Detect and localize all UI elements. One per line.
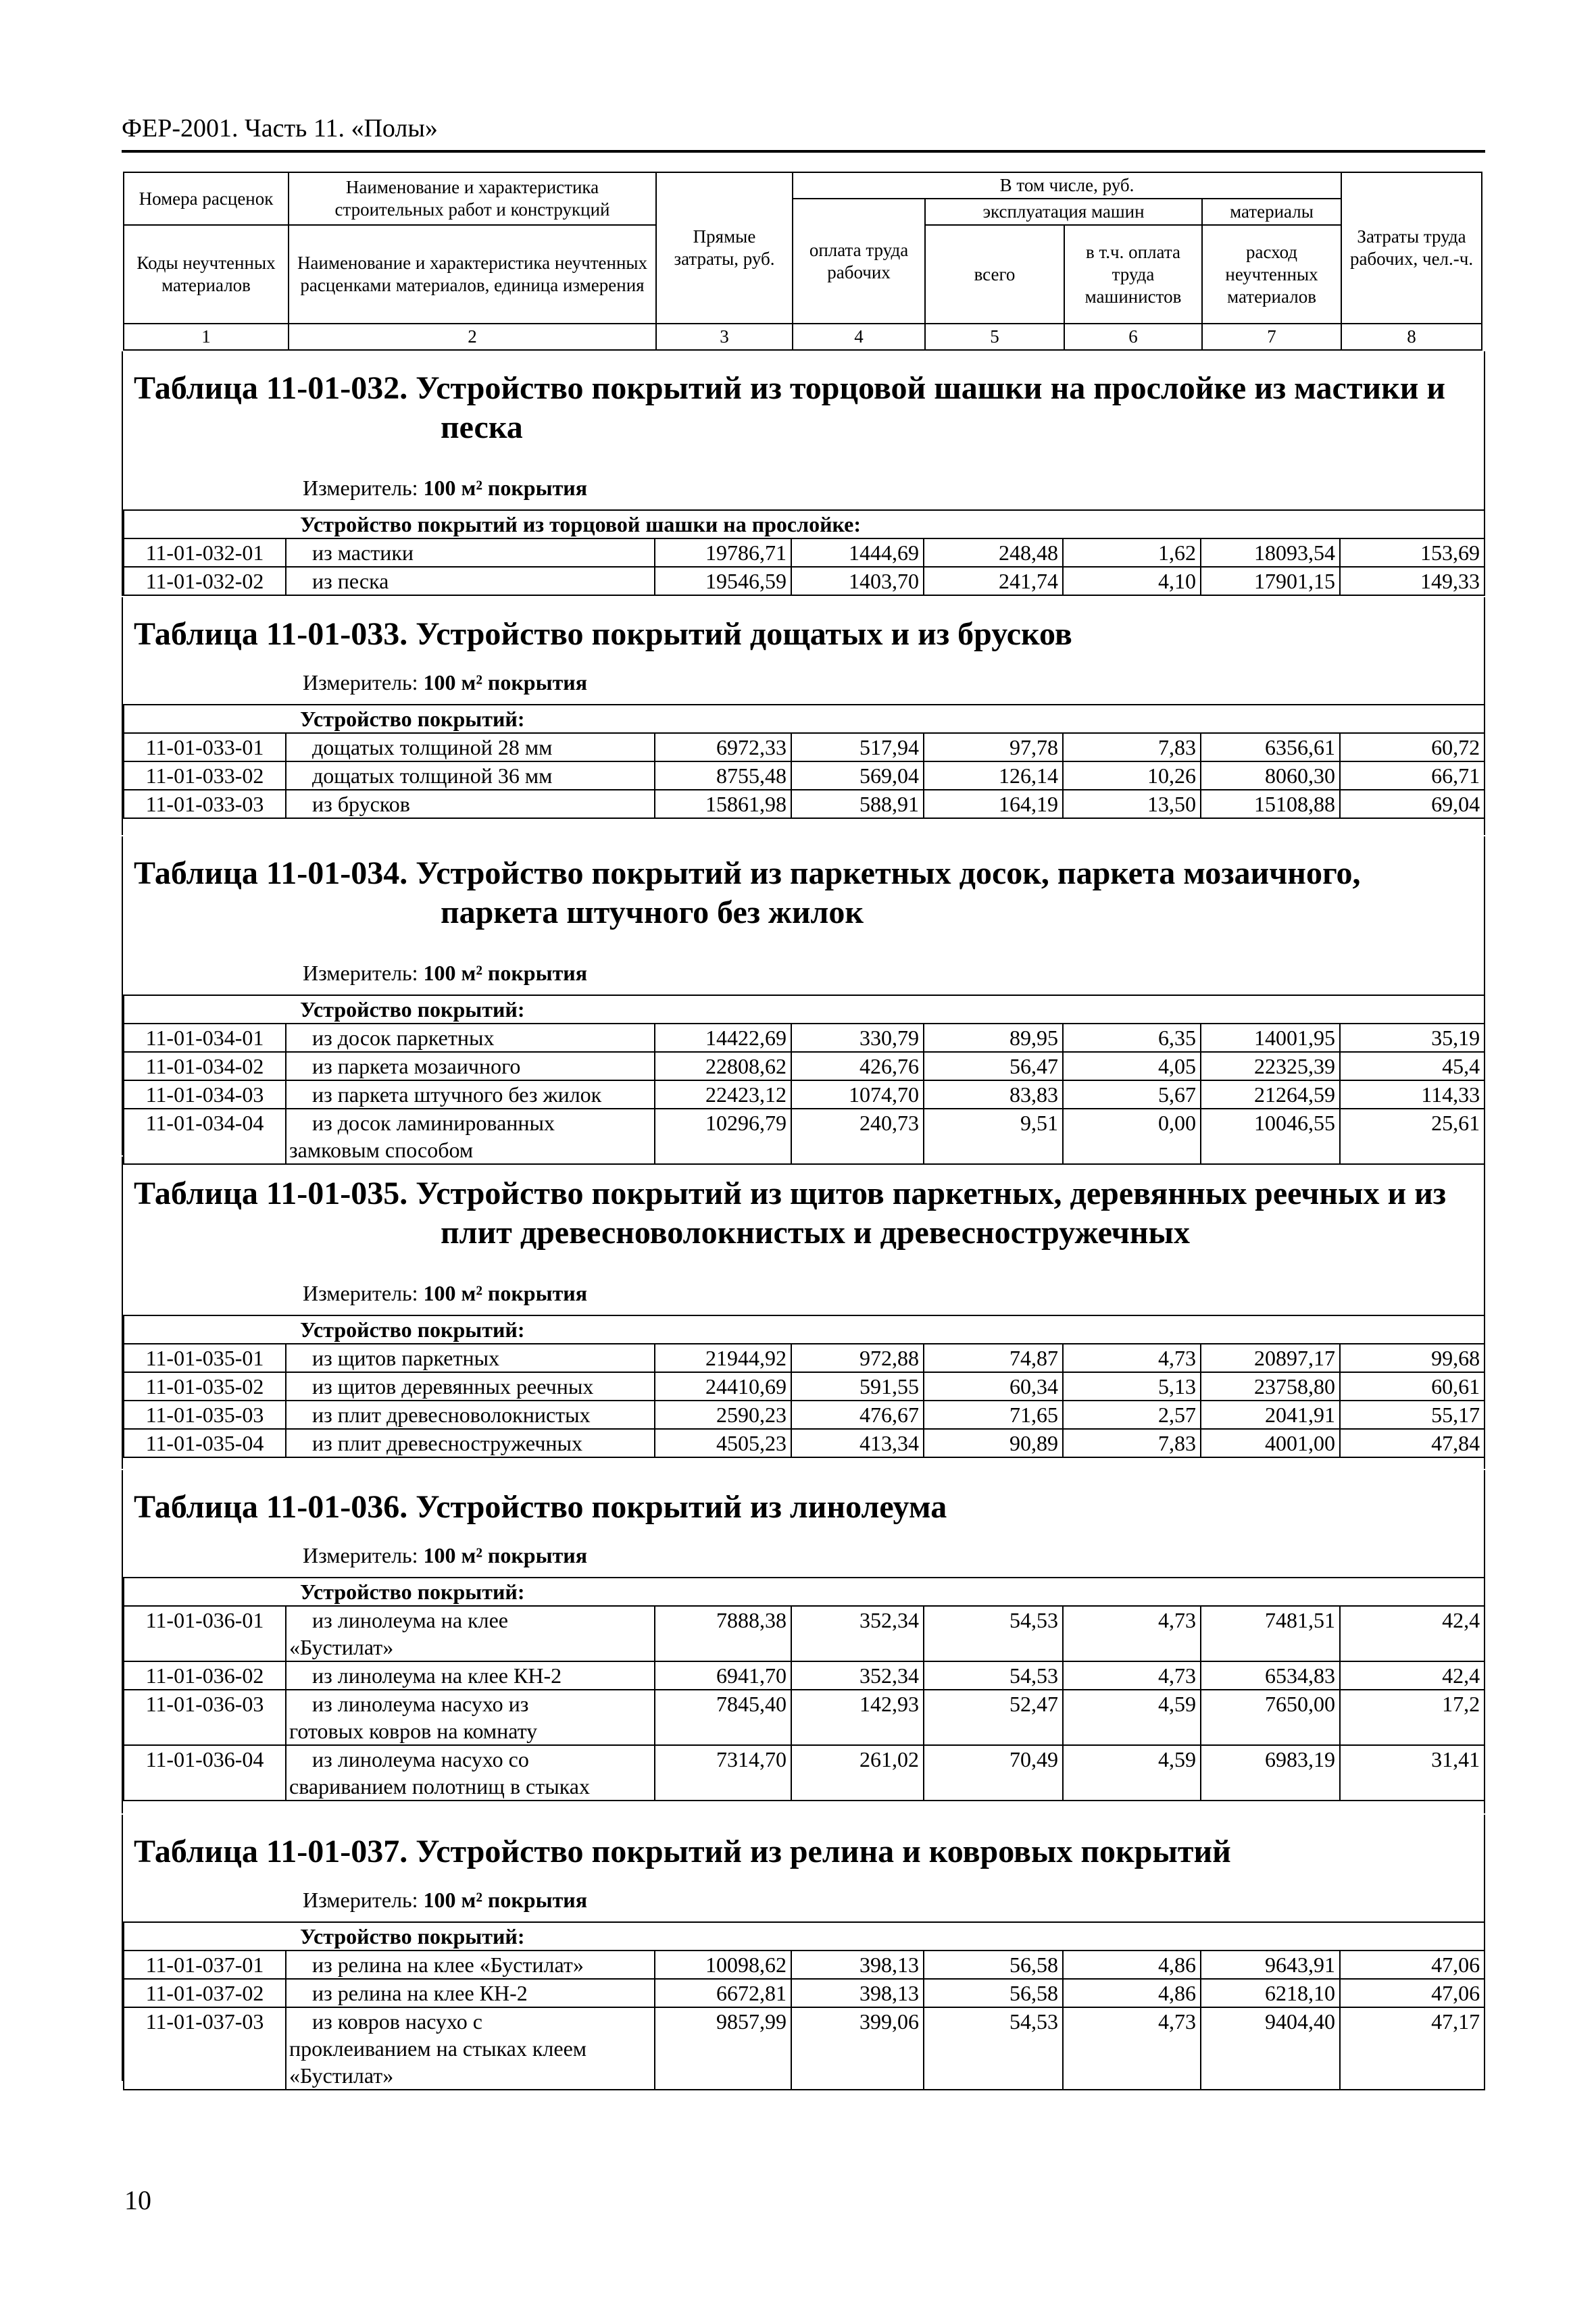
measure-unit: [303, 1280, 587, 1307]
work-name-line: из паркета штучного без жилок: [312, 1082, 602, 1107]
materials-cost: 22325,39: [1201, 1052, 1340, 1080]
rate-table-section: [122, 1157, 1485, 1469]
materials-cost: 20897,17: [1201, 1344, 1340, 1372]
rate-table-section: [122, 1470, 1485, 1813]
table-subheader: Устройство покрытий:: [124, 705, 1485, 733]
machines-total: 52,47: [924, 1690, 1063, 1745]
header-labor-hours: Затраты труда рабочих, чел.-ч.: [1341, 172, 1482, 324]
rate-table-section: [122, 1815, 1485, 2088]
labor-hours: 47,06: [1340, 1951, 1485, 1979]
operator-pay: 4,86: [1063, 1951, 1201, 1979]
work-name: [286, 2007, 655, 2090]
machines-total: 90,89: [924, 1429, 1063, 1457]
worker-pay: 330,79: [791, 1024, 924, 1052]
worker-pay: 588,91: [791, 790, 924, 818]
worker-pay: 569,04: [791, 761, 924, 790]
operator-pay: 2,57: [1063, 1401, 1201, 1429]
labor-hours: 42,4: [1340, 1661, 1485, 1690]
work-name-line: из релина на клее «Бустилат»: [312, 1953, 584, 1977]
table-title: [134, 615, 1478, 654]
worker-pay: 261,02: [791, 1745, 924, 1801]
worker-pay: 1403,70: [791, 567, 924, 595]
work-name-line: замковым способом: [289, 1138, 474, 1162]
work-name-line: из досок паркетных: [312, 1026, 495, 1050]
worker-pay: 413,34: [791, 1429, 924, 1457]
direct-costs: 19546,59: [655, 567, 791, 595]
header-materials: материалы: [1202, 199, 1341, 225]
rate-code: 11-01-036-02: [124, 1661, 286, 1690]
work-name-line: дощатых толщиной 28 мм: [312, 735, 553, 759]
materials-cost: 10046,55: [1201, 1109, 1340, 1164]
labor-hours: 31,41: [1340, 1745, 1485, 1801]
materials-cost: 8060,30: [1201, 761, 1340, 790]
operator-pay: 13,50: [1063, 790, 1201, 818]
labor-hours: 47,06: [1340, 1979, 1485, 2007]
work-name: [286, 1429, 655, 1457]
machines-total: 60,34: [924, 1372, 1063, 1401]
page-number: 10: [124, 2185, 151, 2215]
direct-costs: 6672,81: [655, 1979, 791, 2007]
machines-total: 164,19: [924, 790, 1063, 818]
work-name-line: из паркета мозаичного: [312, 1054, 521, 1078]
header-number-7: 7: [1202, 324, 1341, 350]
rate-code: 11-01-037-02: [124, 1979, 286, 2007]
machines-total: 71,65: [924, 1401, 1063, 1429]
rate-code: 11-01-035-04: [124, 1429, 286, 1457]
work-name: [286, 790, 655, 818]
worker-pay: 476,67: [791, 1401, 924, 1429]
table-subheader: Устройство покрытий:: [124, 995, 1485, 1024]
direct-costs: 6941,70: [655, 1661, 791, 1690]
header-rate-numbers: Номера расценок: [124, 172, 289, 225]
work-name-line: из щитов деревянных реечных: [312, 1374, 594, 1399]
machines-total: 74,87: [924, 1344, 1063, 1372]
direct-costs: 24410,69: [655, 1372, 791, 1401]
measure-unit: [303, 474, 587, 501]
measure-label: Измеритель:: [303, 1543, 418, 1567]
direct-costs: 21944,92: [655, 1344, 791, 1372]
worker-pay: 426,76: [791, 1052, 924, 1080]
work-name-line: из песка: [312, 569, 389, 593]
rate-table-section: [122, 597, 1485, 835]
materials-cost: 14001,95: [1201, 1024, 1340, 1052]
rate-table: [123, 1315, 1485, 1458]
table-row: [124, 1344, 1485, 1372]
worker-pay: 352,34: [791, 1606, 924, 1661]
operator-pay: 10,26: [1063, 761, 1201, 790]
work-name: [286, 1344, 655, 1372]
table-row: [124, 538, 1485, 567]
header-number-4: 4: [793, 324, 925, 350]
rate-code: 11-01-034-02: [124, 1052, 286, 1080]
materials-cost: 9643,91: [1201, 1951, 1340, 1979]
work-name-line: из щитов паркетных: [312, 1346, 500, 1370]
measure-value: 100 м² покрытия: [423, 1888, 588, 1912]
work-name: [286, 567, 655, 595]
direct-costs: 8755,48: [655, 761, 791, 790]
operator-pay: 5,67: [1063, 1080, 1201, 1109]
table-row: [124, 1951, 1485, 1979]
header-including: В том числе, руб.: [793, 172, 1341, 199]
header-number-3: 3: [656, 324, 793, 350]
labor-hours: 55,17: [1340, 1401, 1485, 1429]
work-name-line: из релина на клее КН-2: [312, 1981, 528, 2005]
worker-pay: 1074,70: [791, 1080, 924, 1109]
operator-pay: 4,73: [1063, 1606, 1201, 1661]
direct-costs: 15861,98: [655, 790, 791, 818]
rate-code: 11-01-034-04: [124, 1109, 286, 1164]
work-name-line: из мастики: [312, 540, 414, 565]
table-row: [124, 1690, 1485, 1745]
direct-costs: 19786,71: [655, 538, 791, 567]
header-number-6: 6: [1064, 324, 1202, 350]
rate-code: 11-01-032-02: [124, 567, 286, 595]
materials-cost: 7481,51: [1201, 1606, 1340, 1661]
materials-cost: 6218,10: [1201, 1979, 1340, 2007]
table-title: [134, 369, 1478, 447]
work-name-line: из досок ламинированных: [312, 1111, 555, 1135]
table-title-line: песка: [441, 409, 523, 445]
work-name: [286, 1052, 655, 1080]
rate-code: 11-01-036-04: [124, 1745, 286, 1801]
rate-code: 11-01-037-01: [124, 1951, 286, 1979]
materials-cost: 6983,19: [1201, 1745, 1340, 1801]
work-name-line: дощатых толщиной 36 мм: [312, 763, 553, 788]
machines-total: 54,53: [924, 1661, 1063, 1690]
operator-pay: 4,73: [1063, 1344, 1201, 1372]
measure-label: Измеритель:: [303, 670, 418, 695]
rate-table: [123, 995, 1485, 1165]
rate-code: 11-01-035-01: [124, 1344, 286, 1372]
materials-cost: 6534,83: [1201, 1661, 1340, 1690]
table-title-line: Таблица 11-01-033. Устройство покрытий дощатых и из брусков: [134, 616, 1072, 652]
table-subheader: Устройство покрытий:: [124, 1578, 1485, 1606]
measure-value: 100 м² покрытия: [423, 670, 588, 695]
rate-code: 11-01-036-03: [124, 1690, 286, 1745]
table-row: [124, 1080, 1485, 1109]
work-name: [286, 1372, 655, 1401]
operator-pay: 5,13: [1063, 1372, 1201, 1401]
machines-total: 89,95: [924, 1024, 1063, 1052]
measure-unit: [303, 959, 587, 986]
operator-pay: 1,62: [1063, 538, 1201, 567]
header-number-2: 2: [289, 324, 656, 350]
header-operator-pay: в т.ч. оплата труда машинистов: [1064, 225, 1202, 324]
machines-total: 56,47: [924, 1052, 1063, 1080]
header-number-5: 5: [925, 324, 1064, 350]
machines-total: 241,74: [924, 567, 1063, 595]
direct-costs: 4505,23: [655, 1429, 791, 1457]
labor-hours: 114,33: [1340, 1080, 1485, 1109]
operator-pay: 4,10: [1063, 567, 1201, 595]
rate-code: 11-01-033-03: [124, 790, 286, 818]
direct-costs: 10098,62: [655, 1951, 791, 1979]
work-name: [286, 1080, 655, 1109]
operator-pay: 7,83: [1063, 1429, 1201, 1457]
machines-total: 54,53: [924, 1606, 1063, 1661]
rate-table: [123, 1577, 1485, 1801]
table-title-line: Таблица 11-01-032. Устройство покрытий из торцовой шашки на прослойке из мастики и: [134, 370, 1446, 406]
table-row: [124, 1401, 1485, 1429]
labor-hours: 47,84: [1340, 1429, 1485, 1457]
labor-hours: 60,61: [1340, 1372, 1485, 1401]
table-title: [134, 854, 1478, 932]
rate-code: 11-01-034-03: [124, 1080, 286, 1109]
work-name-line: из линолеума на клее: [312, 1608, 508, 1632]
table-row: [124, 567, 1485, 595]
direct-costs: 7845,40: [655, 1690, 791, 1745]
measure-unit: [303, 1542, 587, 1569]
operator-pay: 4,86: [1063, 1979, 1201, 2007]
table-row: [124, 2007, 1485, 2090]
table-row: [124, 1979, 1485, 2007]
rate-code: 11-01-032-01: [124, 538, 286, 567]
machines-total: 70,49: [924, 1745, 1063, 1801]
header-rule: [122, 150, 1485, 153]
table-row: [124, 1606, 1485, 1661]
work-name-line: свариванием полотнищ в стыках: [289, 1774, 590, 1799]
table-row: [124, 1024, 1485, 1052]
direct-costs: 14422,69: [655, 1024, 791, 1052]
measure-unit: [303, 1886, 587, 1913]
work-name: [286, 1024, 655, 1052]
machines-total: 56,58: [924, 1951, 1063, 1979]
work-name-line: из плит древесноволокнистых: [312, 1403, 591, 1427]
operator-pay: 6,35: [1063, 1024, 1201, 1052]
machines-total: 97,78: [924, 733, 1063, 761]
table-title-line: Таблица 11-01-035. Устройство покрытий из щитов паркетных, деревянных реечных и из: [134, 1176, 1447, 1211]
header-number-1: 1: [124, 324, 289, 350]
machines-total: 126,14: [924, 761, 1063, 790]
worker-pay: 398,13: [791, 1979, 924, 2007]
direct-costs: 6972,33: [655, 733, 791, 761]
direct-costs: 7888,38: [655, 1606, 791, 1661]
labor-hours: 99,68: [1340, 1344, 1485, 1372]
rate-table: [123, 1921, 1485, 2090]
header-machines-total: всего: [925, 225, 1064, 324]
rate-table: [123, 704, 1485, 819]
rate-code: 11-01-035-03: [124, 1401, 286, 1429]
rate-code: 11-01-033-01: [124, 733, 286, 761]
worker-pay: 240,73: [791, 1109, 924, 1164]
header-direct-costs: Прямые затраты, руб.: [656, 172, 793, 324]
worker-pay: 352,34: [791, 1661, 924, 1690]
table-row: [124, 761, 1485, 790]
table-row: [124, 733, 1485, 761]
measure-unit: [303, 669, 587, 696]
worker-pay: 972,88: [791, 1344, 924, 1372]
table-row: [124, 1052, 1485, 1080]
table-row: [124, 1429, 1485, 1457]
work-name: [286, 1606, 655, 1661]
work-name: [286, 1661, 655, 1690]
operator-pay: 7,83: [1063, 733, 1201, 761]
materials-cost: 18093,54: [1201, 538, 1340, 567]
rate-table-section: [122, 351, 1485, 596]
labor-hours: 153,69: [1340, 538, 1485, 567]
worker-pay: 517,94: [791, 733, 924, 761]
table-row: [124, 1661, 1485, 1690]
measure-value: 100 м² покрытия: [423, 1281, 588, 1305]
header-worker-pay: оплата труда рабочих: [793, 199, 925, 324]
work-name-line: из линолеума насухо со: [312, 1747, 529, 1771]
rate-code: 11-01-036-01: [124, 1606, 286, 1661]
work-name: [286, 538, 655, 567]
direct-costs: 2590,23: [655, 1401, 791, 1429]
work-name-line: проклеиванием на стыках клеем: [289, 2036, 587, 2061]
materials-cost: 17901,15: [1201, 567, 1340, 595]
rate-table: [123, 509, 1485, 596]
table-title: [134, 1832, 1478, 1871]
direct-costs: 9857,99: [655, 2007, 791, 2090]
rate-code: 11-01-037-03: [124, 2007, 286, 2090]
work-name-line: из брусков: [312, 792, 410, 816]
table-row: [124, 1372, 1485, 1401]
work-name-line: из линолеума насухо из: [312, 1692, 529, 1716]
operator-pay: 4,05: [1063, 1052, 1201, 1080]
direct-costs: 22808,62: [655, 1052, 791, 1080]
table-title: [134, 1174, 1478, 1253]
measure-value: 100 м² покрытия: [423, 961, 588, 985]
measure-value: 100 м² покрытия: [423, 476, 588, 500]
header-work-name: Наименование и характеристика строительных работ и конструкций: [289, 172, 656, 225]
labor-hours: 47,17: [1340, 2007, 1485, 2090]
materials-cost: 6356,61: [1201, 733, 1340, 761]
work-name: [286, 761, 655, 790]
labor-hours: 149,33: [1340, 567, 1485, 595]
machines-total: 83,83: [924, 1080, 1063, 1109]
direct-costs: 7314,70: [655, 1745, 791, 1801]
table-row: [124, 1109, 1485, 1164]
labor-hours: 17,2: [1340, 1690, 1485, 1745]
worker-pay: 591,55: [791, 1372, 924, 1401]
rate-table-section: [122, 836, 1485, 1162]
work-name: [286, 1745, 655, 1801]
machines-total: 248,48: [924, 538, 1063, 567]
machines-total: 54,53: [924, 2007, 1063, 2090]
rate-code: 11-01-033-02: [124, 761, 286, 790]
labor-hours: 66,71: [1340, 761, 1485, 790]
worker-pay: 1444,69: [791, 538, 924, 567]
measure-label: Измеритель:: [303, 961, 418, 985]
work-name-line: из плит древесностружечных: [312, 1431, 583, 1455]
table-row: [124, 1745, 1485, 1801]
worker-pay: 142,93: [791, 1690, 924, 1745]
running-head: ФЕР-2001. Часть 11. «Полы»: [122, 114, 438, 143]
table-row: [124, 790, 1485, 818]
table-title-line: паркета штучного без жилок: [441, 895, 864, 930]
operator-pay: 4,73: [1063, 2007, 1201, 2090]
operator-pay: 4,73: [1063, 1661, 1201, 1690]
rate-code: 11-01-035-02: [124, 1372, 286, 1401]
materials-cost: 15108,88: [1201, 790, 1340, 818]
work-name: [286, 1951, 655, 1979]
measure-value: 100 м² покрытия: [423, 1543, 588, 1567]
labor-hours: 69,04: [1340, 790, 1485, 818]
operator-pay: 0,00: [1063, 1109, 1201, 1164]
labor-hours: 35,19: [1340, 1024, 1485, 1052]
header-material-codes: Коды неучтенных материалов: [124, 225, 289, 324]
materials-cost: 9404,40: [1201, 2007, 1340, 2090]
labor-hours: 25,61: [1340, 1109, 1485, 1164]
materials-cost: 4001,00: [1201, 1429, 1340, 1457]
column-header-table: [123, 172, 1482, 351]
work-name: [286, 1690, 655, 1745]
header-number-8: 8: [1341, 324, 1482, 350]
table-subheader: Устройство покрытий:: [124, 1922, 1485, 1951]
header-material-consumption: расход неучтенных материалов: [1202, 225, 1341, 324]
table-title-line: Таблица 11-01-034. Устройство покрытий из паркетных досок, паркета мозаичного,: [134, 855, 1361, 891]
table-subheader: Устройство покрытий:: [124, 1315, 1485, 1344]
machines-total: 9,51: [924, 1109, 1063, 1164]
labor-hours: 60,72: [1340, 733, 1485, 761]
materials-cost: 23758,80: [1201, 1372, 1340, 1401]
table-subheader: Устройство покрытий из торцовой шашки на прослойке:: [124, 510, 1485, 538]
direct-costs: 10296,79: [655, 1109, 791, 1164]
table-title: [134, 1488, 1478, 1527]
operator-pay: 4,59: [1063, 1745, 1201, 1801]
table-title-line: плит древесноволокнистых и древесностружечных: [441, 1215, 1190, 1251]
materials-cost: 7650,00: [1201, 1690, 1340, 1745]
work-name-line: «Бустилат»: [289, 1635, 394, 1659]
work-name: [286, 1401, 655, 1429]
table-title-line: Таблица 11-01-036. Устройство покрытий из линолеума: [134, 1489, 947, 1525]
header-material-names: Наименование и характеристика неучтенных расценками материалов, единица измерения: [289, 225, 656, 324]
rate-code: 11-01-034-01: [124, 1024, 286, 1052]
work-name-line: из линолеума на клее КН-2: [312, 1663, 562, 1688]
machines-total: 56,58: [924, 1979, 1063, 2007]
work-name-line: готовых ковров на комнату: [289, 1719, 538, 1743]
work-name-line: из ковров насухо с: [312, 2009, 482, 2034]
work-name: [286, 1979, 655, 2007]
labor-hours: 45,4: [1340, 1052, 1485, 1080]
work-name-line: «Бустилат»: [289, 2063, 394, 2088]
work-name: [286, 733, 655, 761]
materials-cost: 21264,59: [1201, 1080, 1340, 1109]
measure-label: Измеритель:: [303, 476, 418, 500]
worker-pay: 398,13: [791, 1951, 924, 1979]
header-machines: эксплуатация машин: [925, 199, 1202, 225]
measure-label: Измеритель:: [303, 1888, 418, 1912]
measure-label: Измеритель:: [303, 1281, 418, 1305]
materials-cost: 2041,91: [1201, 1401, 1340, 1429]
table-title-line: Таблица 11-01-037. Устройство покрытий из релина и ковровых покрытий: [134, 1834, 1231, 1869]
work-name: [286, 1109, 655, 1164]
labor-hours: 42,4: [1340, 1606, 1485, 1661]
direct-costs: 22423,12: [655, 1080, 791, 1109]
worker-pay: 399,06: [791, 2007, 924, 2090]
operator-pay: 4,59: [1063, 1690, 1201, 1745]
